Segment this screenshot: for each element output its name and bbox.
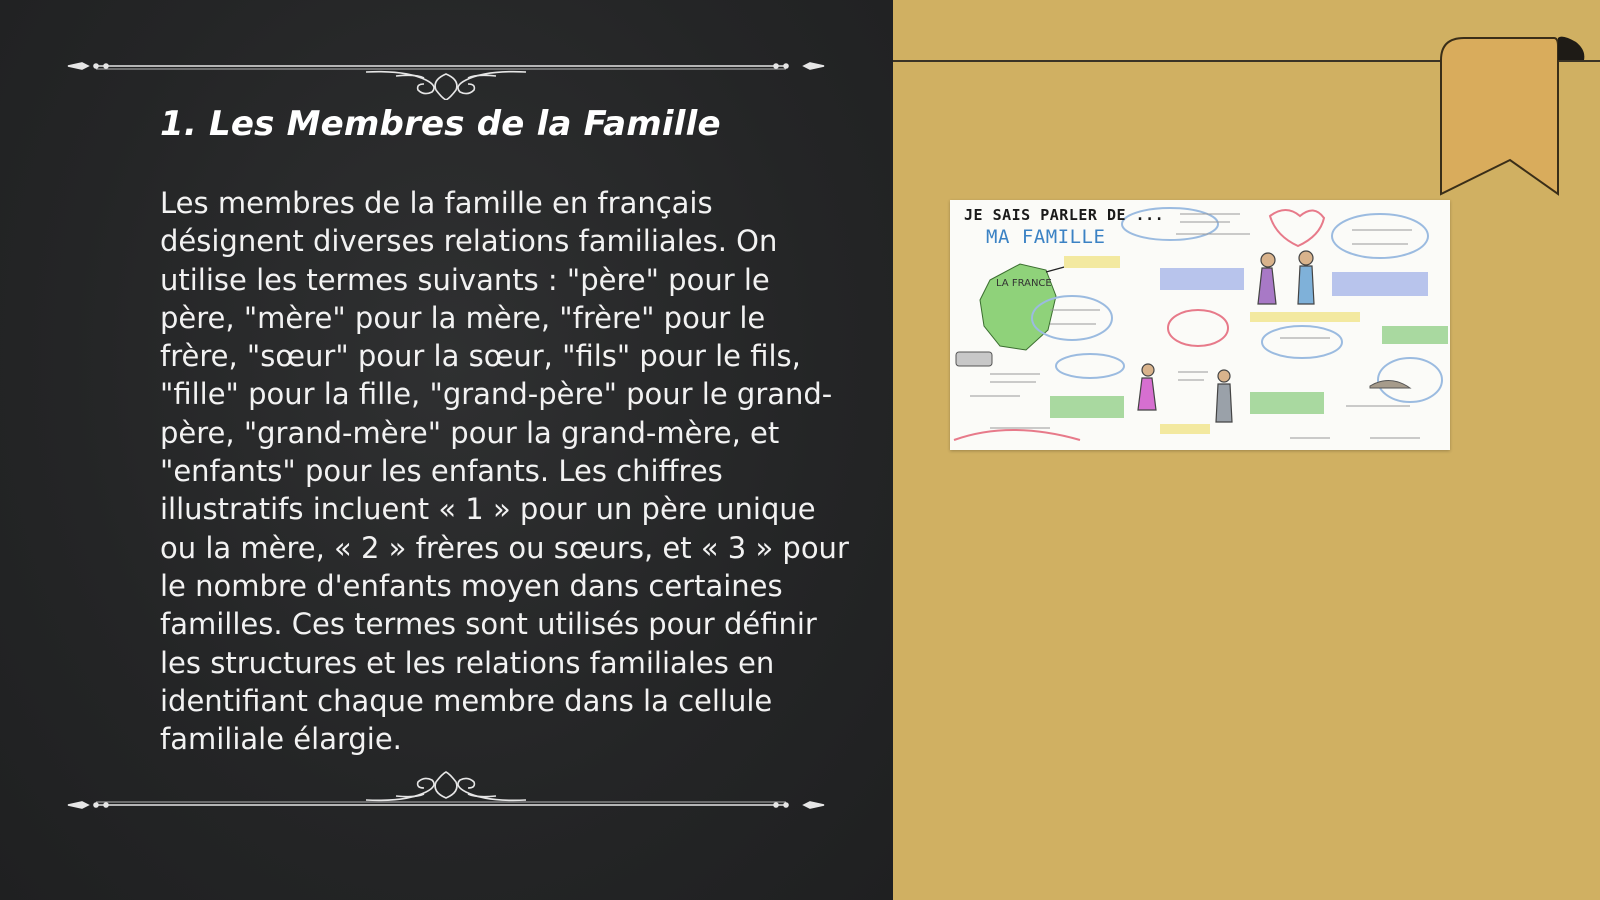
- family-infographic-image: [950, 200, 1450, 450]
- bottom-ornament-divider: [66, 770, 826, 830]
- ribbon-bookmark-icon: [1436, 36, 1586, 196]
- infographic-heading-line2: MA FAMILLE: [986, 226, 1106, 248]
- infographic-map-label: LA FRANCE: [996, 278, 1052, 289]
- slide-body-text: Les membres de la famille en français désignent diverses relations familiales. On utilise les termes suivants : "père" pour le père, "mère" pour la mère, "frère" pour le frère, "sœur" pour la sœur, "fils" pour le fils, "fille" pour la fille, "grand-père" pour le grand-père, "grand-mère" pour la grand-mère, et "enfants" pour les enfants. Les chiffres illustratifs incluent « 1 » pour un père unique ou la mère, « 2 » frères ou sœurs, et « 3 » pour le nombre d'enfants moyen dans certaines familles. Ces termes sont utilisés pour définir les structures et les relations familiales en identifiant chaque membre dans la cellule familiale élargie.: [160, 186, 849, 757]
- infographic-heading-line1: JE SAIS PARLER DE ...: [964, 206, 1165, 224]
- slide-title: 1. Les Membres de la Famille: [160, 104, 721, 144]
- top-ornament-divider: [66, 40, 826, 100]
